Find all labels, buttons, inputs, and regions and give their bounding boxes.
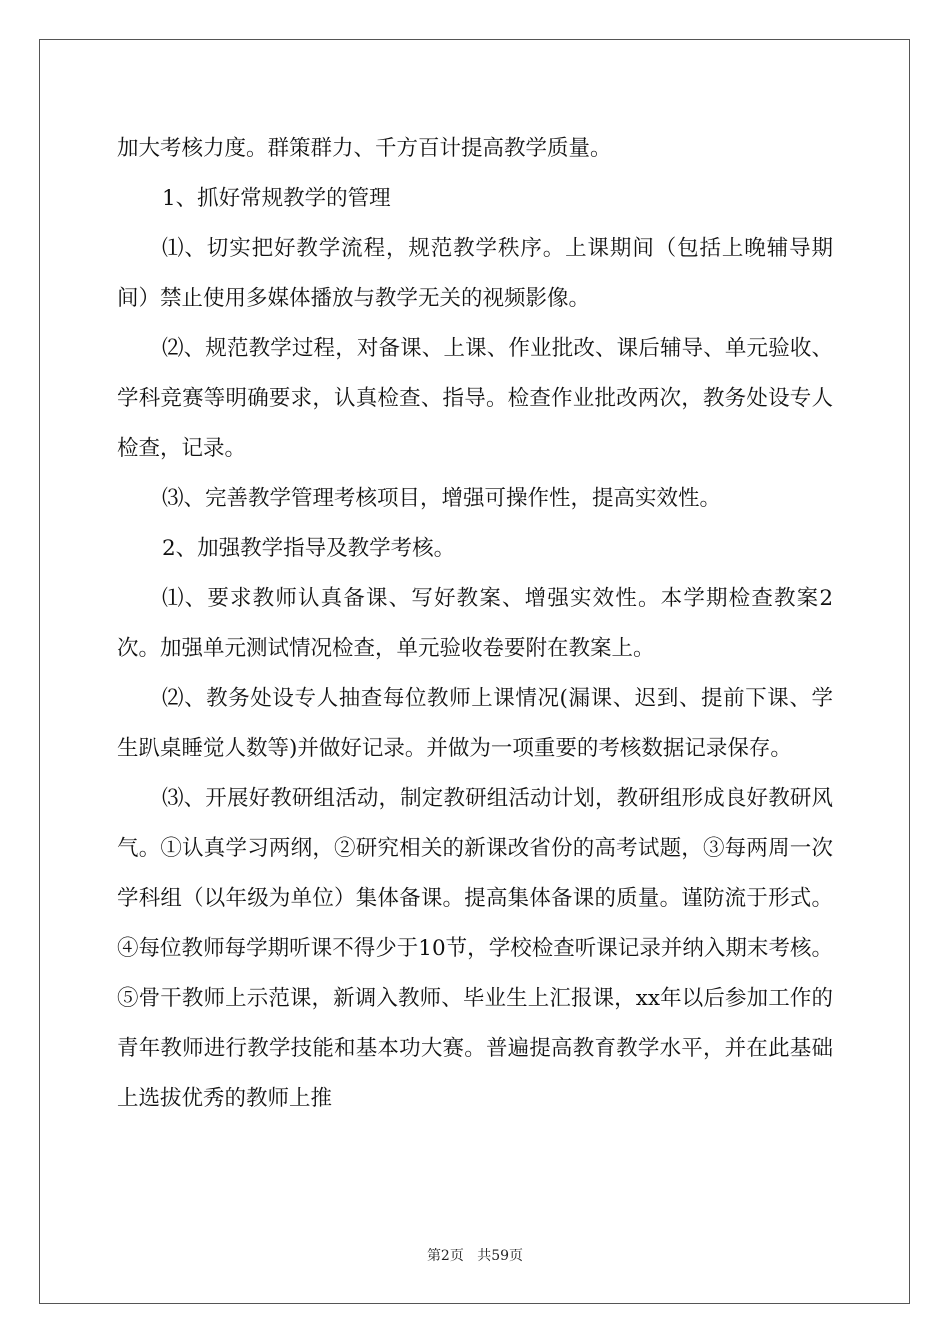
paragraph: 加大考核力度。群策群力、千方百计提高教学质量。 [117,136,612,161]
paragraph: ⑶、完善教学管理考核项目，增强可操作性，提高实效性。 [162,486,722,511]
page-number: 第2页 [426,1248,464,1264]
page-total: 共59页 [477,1248,524,1264]
paragraph: 2、加强教学指导及教学考核。 [162,536,456,561]
page-footer [0,1245,950,1265]
paragraph: ⑴、要求教师认真备课、写好教案、增强实效性。本学期检查教案2次。加强单元测试情况检查，单元验收卷要附在教案上。 [117,586,833,661]
document-body [117,124,833,1124]
paragraph: ⑵、教务处设专人抽查每位教师上课情况(漏课、迟到、提前下课、学生趴桌睡觉人数等)并做好记录。并做为一项重要的考核数据记录保存。 [117,686,833,761]
paragraph: 1、抓好常规教学的管理 [162,186,391,211]
paragraph: ⑴、切实把好教学流程，规范教学秩序。上课期间（包括上晚辅导期间）禁止使用多媒体播放与教学无关的视频影像。 [117,236,833,311]
paragraph: ⑶、开展好教研组活动，制定教研组活动计划，教研组形成良好教研风气。①认真学习两纲，②研究相关的新课改省份的高考试题，③每两周一次学科组（以年级为单位）集体备课。提高集体备课的质量。谨防流于形式。④每位教师每学期听课不得少于10节，学校检查听课记录并纳入期末考核。⑤骨干教师上示范课，新调入教师、毕业生上汇报课，xx年以后参加工作的青年教师进行教学技能和基本功大赛。普遍提高教育教学水平，并在此基础上选拔优秀的教师上推 [117,786,833,1111]
paragraph: ⑵、规范教学过程，对备课、上课、作业批改、课后辅导、单元验收、学科竞赛等明确要求，认真检查、指导。检查作业批改两次，教务处设专人检查，记录。 [117,336,833,461]
